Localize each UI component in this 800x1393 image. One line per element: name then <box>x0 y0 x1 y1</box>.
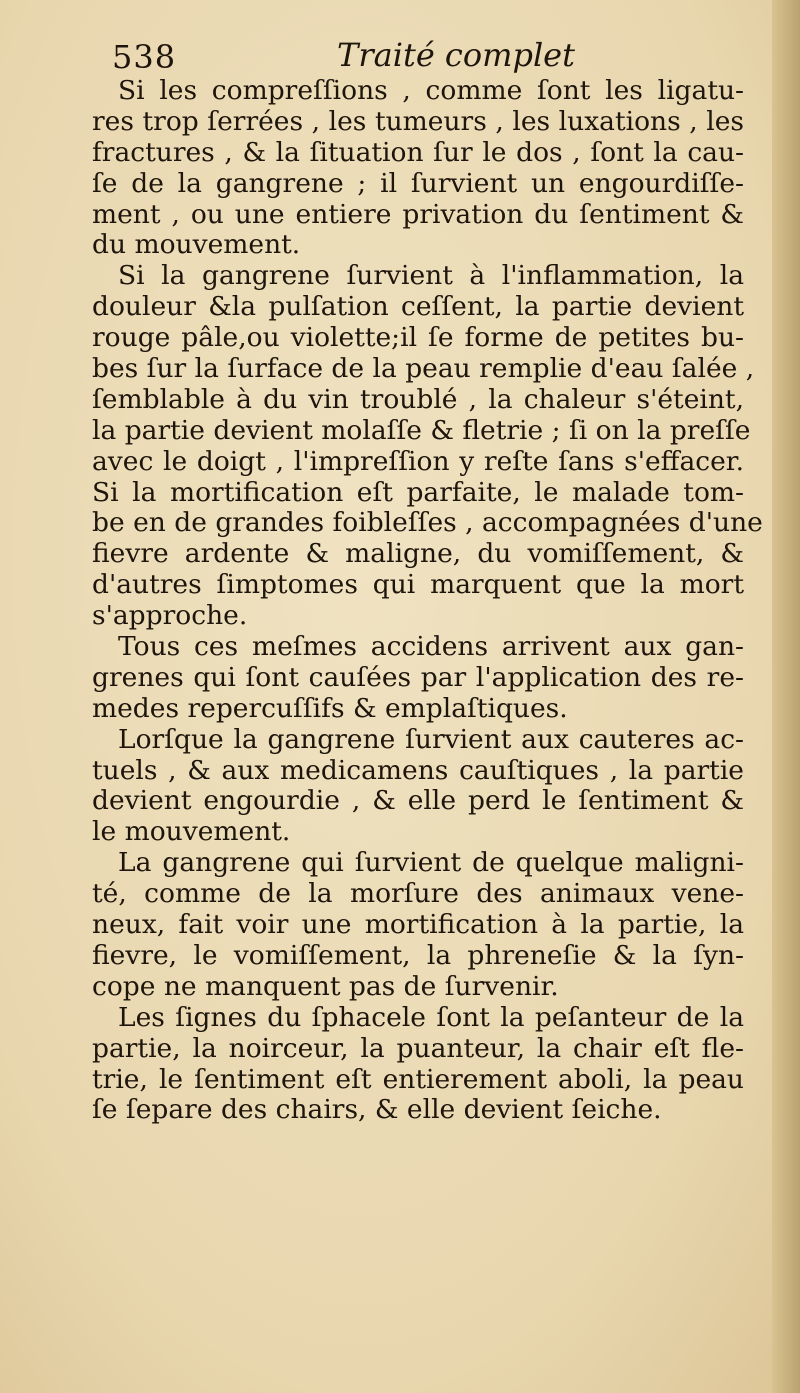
text-line: ſe de la gangrene ; il ſurvient un engourdiſſe- <box>92 167 744 199</box>
page-header <box>92 34 742 78</box>
text-line: devient engourdie , & elle perd le ſentiment & <box>92 785 744 817</box>
text-line: trie, le ſentiment eſt entierement aboli, la peau <box>92 1063 744 1095</box>
text-line: ment , ou une entiere privation du ſentiment & <box>92 198 744 230</box>
text-line: rouge pâle,ou violette;il ſe forme de petites bu- <box>92 322 744 354</box>
text-line: be en de grandes foibleſſes , accompagnées d'une <box>92 507 763 539</box>
text-line: té, comme de la morſure des animaux vene- <box>92 878 744 910</box>
text-line: ſe ſepare des chairs, & elle devient ſeiche. <box>92 1094 662 1126</box>
text-line: douleur &la pulſation ceſſent, la partie devient <box>92 291 744 323</box>
text-line: la partie devient molaſſe & fletrie ; ſi on la preſſe <box>92 414 751 446</box>
text-line: d'autres ſimptomes qui marquent que la mort <box>92 569 744 601</box>
text-line: partie, la noirceur, la puanteur, la chair eſt fle- <box>92 1032 744 1064</box>
text-line: medes repercuſſifs & emplaſtiques. <box>92 692 568 724</box>
text-line: bes ſur la ſurface de la peau remplie d'eau ſalée , <box>92 353 755 385</box>
text-line: tuels , & aux medicamens cauſtiques , la partie <box>92 754 744 786</box>
text-line: cope ne manquent pas de ſurvenir. <box>92 970 559 1002</box>
text-line: le mouvement. <box>92 816 291 848</box>
text-line: Tous ces meſmes accidens arrivent aux gan- <box>118 631 744 663</box>
text-line: Si la mortification eſt parfaite, le malade tom- <box>92 476 744 508</box>
text-line: fractures , & la ſituation ſur le dos , ſont la cau- <box>92 136 744 168</box>
text-line: avec le doigt , l'impreſſion y reſte ſans s'effacer. <box>92 445 744 477</box>
text-line: du mouvement. <box>92 229 301 261</box>
text-line: fievre ardente & maligne, du vomiſſement, & <box>92 538 744 570</box>
text-line: Si les compreſſions , comme ſont les ligatu- <box>118 75 744 106</box>
text-line: La gangrene qui ſurvient de quelque maligni- <box>118 847 744 879</box>
page-gutter <box>772 0 800 1393</box>
text-line: s'approche. <box>92 600 248 632</box>
text-line: neux, fait voir une mortification à la partie, la <box>92 909 744 941</box>
body-text <box>92 75 763 1126</box>
text-line: res trop ſerrées , les tumeurs , les luxations , les <box>92 105 744 137</box>
text-line: Lorſque la gangrene ſurvient aux cauteres ac- <box>118 723 744 755</box>
text-line: fievre, le vomiſſement, la phreneſie & la ſyn- <box>92 939 744 971</box>
text-line: Si la gangrene ſurvient à l'inflammation, la <box>118 260 744 292</box>
page-number: 538 <box>112 38 177 76</box>
text-line: grenes qui ſont cauſées par l'application des re- <box>92 661 744 693</box>
text-line: Les ſignes du ſphacele ſont la peſanteur de la <box>118 1001 744 1033</box>
running-title: Traité complet <box>337 36 575 74</box>
text-line: ſemblable à du vin troublé , la chaleur s'éteint, <box>92 383 744 415</box>
